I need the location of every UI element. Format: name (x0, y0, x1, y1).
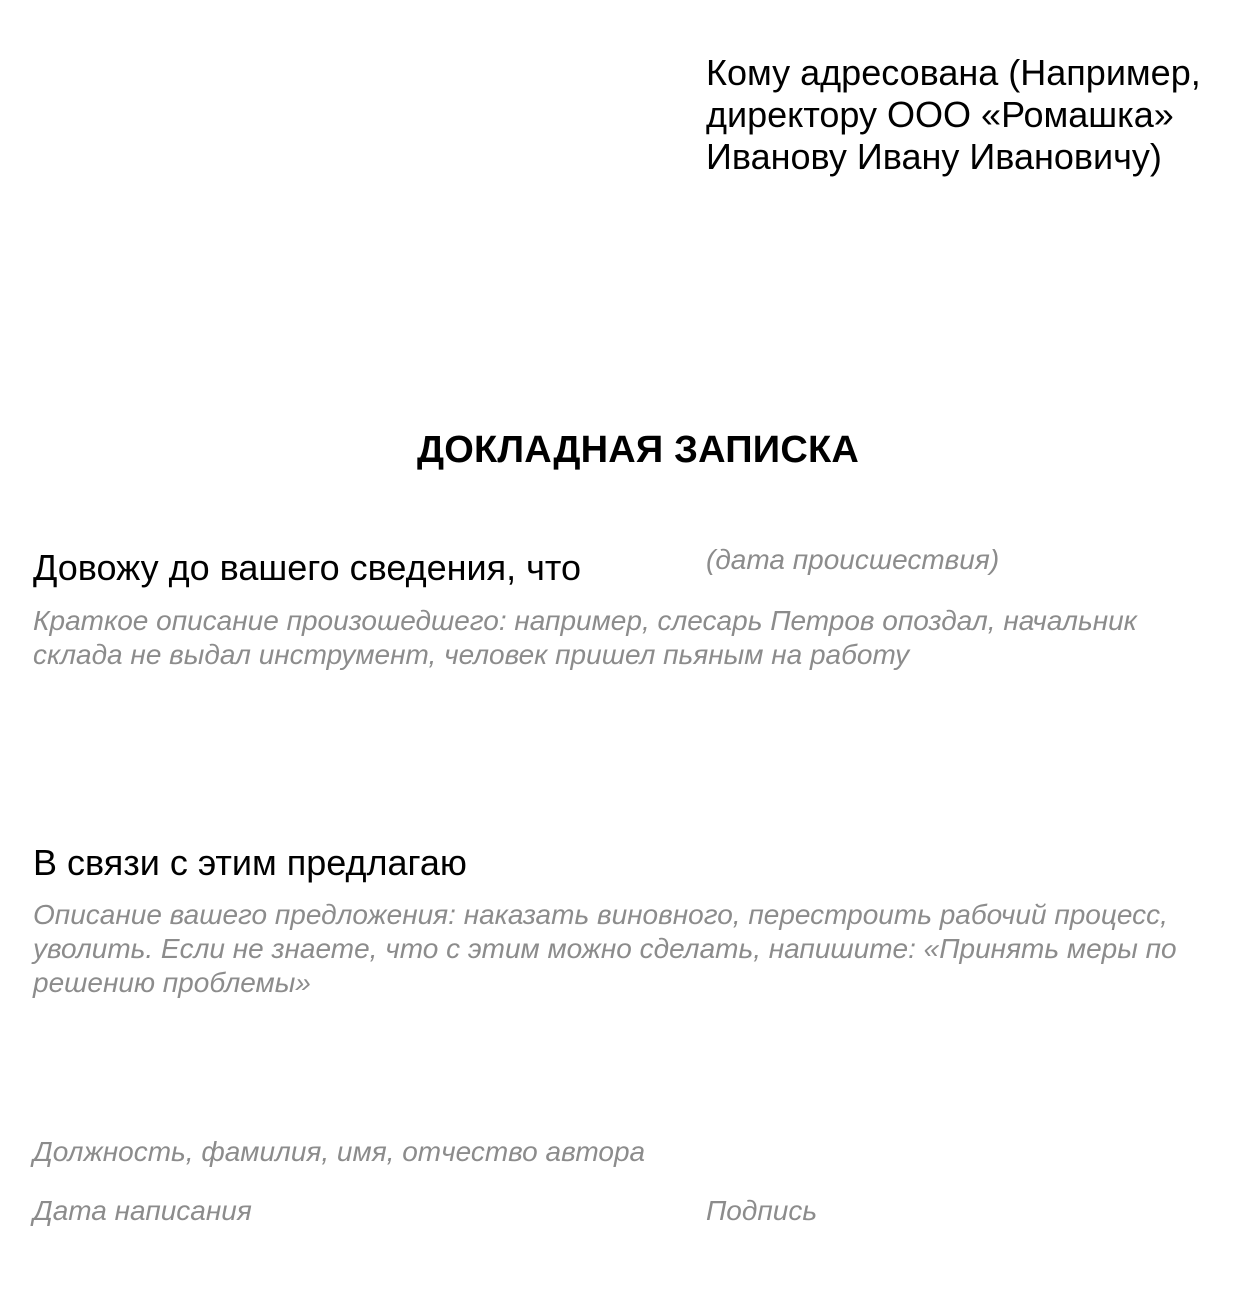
proposal-description-placeholder (33, 898, 1248, 1000)
date-written-placeholder: Дата написания (33, 1195, 252, 1226)
incident-description-placeholder (33, 604, 1243, 672)
incident-date-placeholder: (дата происшествия) (706, 544, 1000, 575)
incident-description-line: склада не выдал инструмент, человек пришел пьяным на работу (33, 639, 910, 670)
document-title: ДОКЛАДНАЯ ЗАПИСКА (416, 429, 859, 471)
signature-placeholder: Подпись (706, 1195, 818, 1226)
author-placeholder: Должность, фамилия, имя, отчество автора (33, 1136, 646, 1167)
addressee-line: Иванову Ивану Ивановичу) (706, 136, 1162, 177)
proposal-description-line: уволить. Если не знаете, что с этим можно сделать, напишите: «Принять меры по (33, 933, 1177, 964)
addressee-line: Кому адресована (Например, (706, 52, 1201, 93)
proposal-lead-text: В связи с этим предлагаю (33, 842, 467, 883)
addressee-line: директору ООО «Ромашка» (706, 94, 1174, 135)
incident-lead-text: Довожу до вашего сведения, что (33, 547, 581, 588)
addressee-block (706, 52, 1246, 178)
proposal-description-line: Описание вашего предложения: наказать виновного, перестроить рабочий процесс, (33, 899, 1168, 930)
incident-description-line: Краткое описание произошедшего: например, слесарь Петров опоздал, начальник (33, 605, 1137, 636)
proposal-description-line: решению проблемы» (33, 967, 311, 998)
